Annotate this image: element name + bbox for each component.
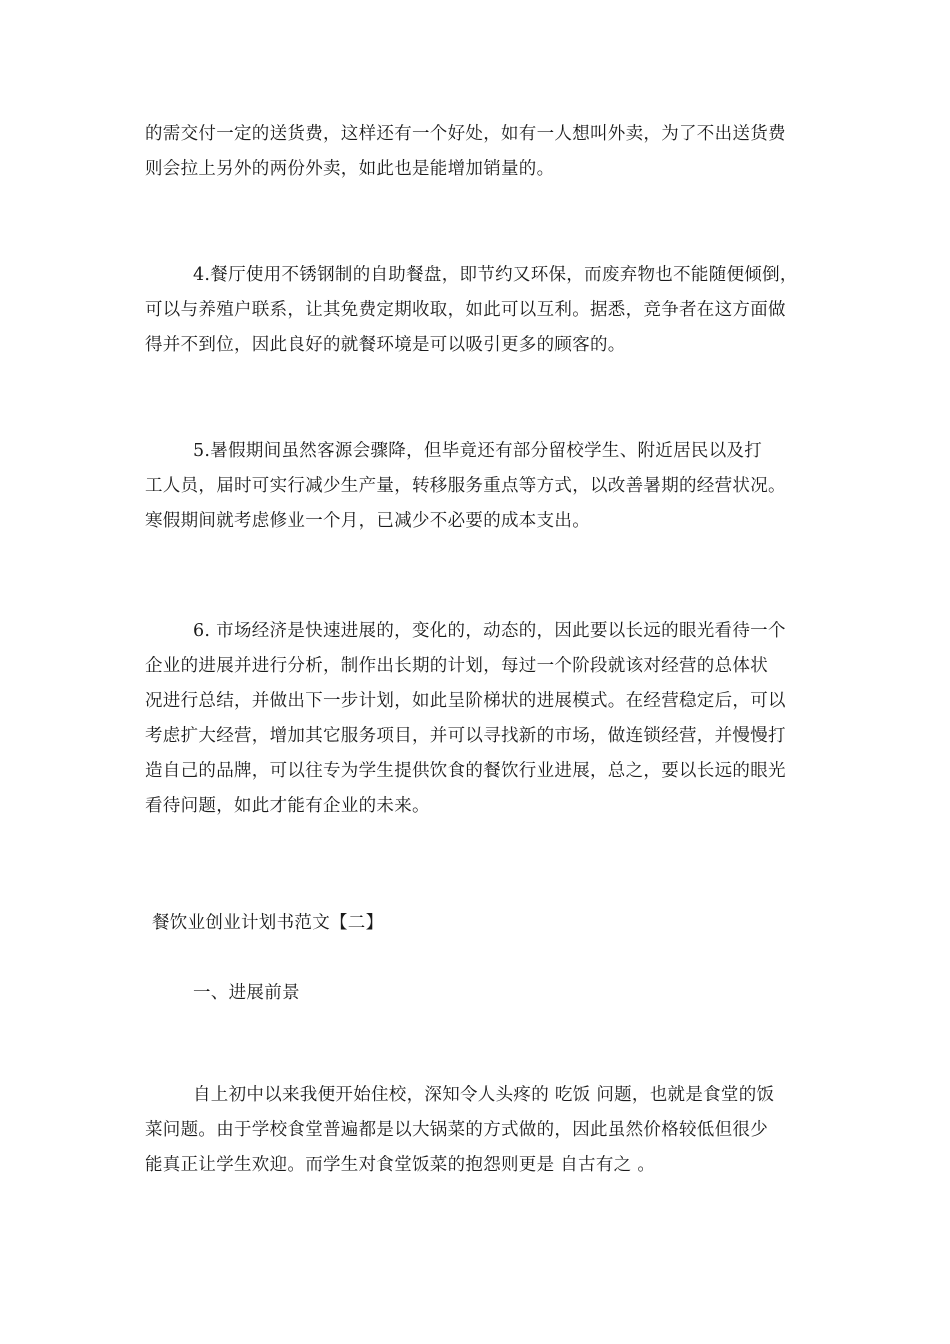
- text-line: 4.餐厅使用不锈钢制的自助餐盘，即节约又环保，而废弃物也不能随便倾倒，: [193, 265, 798, 285]
- text-line: 看待问题，如此才能有企业的未来。: [145, 796, 430, 816]
- text-line: 6. 市场经济是快速进展的，变化的，动态的，因此要以长远的眼光看待一个: [193, 621, 786, 641]
- paragraph-delivery-fee: [145, 117, 810, 187]
- text-line: 考虑扩大经营，增加其它服务项目，并可以寻找新的市场，做连锁经营，并慢慢打: [145, 726, 786, 746]
- paragraph-background: [145, 1078, 810, 1183]
- paragraph-item-6: [145, 614, 810, 824]
- text-line: 得并不到位，因此良好的就餐环境是可以吸引更多的顾客的。: [145, 335, 626, 355]
- text-line: 企业的进展并进行分析，制作出长期的计划，每过一个阶段就该对经营的总体状: [145, 656, 768, 676]
- text-line: 寒假期间就考虑修业一个月，已减少不必要的成本支出。: [145, 511, 590, 531]
- text-line: 造自己的品牌，可以往专为学生提供饮食的餐饮行业进展，总之，要以长远的眼光: [145, 761, 786, 781]
- text-line: 工人员，届时可实行减少生产量，转移服务重点等方式，以改善暑期的经营状况。: [145, 476, 786, 496]
- text-line: 况进行总结，并做出下一步计划，如此呈阶梯状的进展模式。在经营稳定后，可以: [145, 691, 786, 711]
- paragraph-item-5: [145, 434, 810, 539]
- text-line: 菜问题。由于学校食堂普遍都是以大锅菜的方式做的，因此虽然价格较低但很少: [145, 1120, 768, 1140]
- paragraph-item-4: [145, 258, 810, 363]
- text-line: 则会拉上另外的两份外卖，如此也是能增加销量的。: [145, 159, 555, 179]
- text-line: 5.暑假期间虽然客源会骤降，但毕竟还有部分留校学生、附近居民以及打: [193, 441, 763, 461]
- section-title: 餐饮业创业计划书范文【二】: [152, 913, 384, 933]
- subsection-title: 一、进展前景: [193, 983, 300, 1003]
- text-line: 能真正让学生欢迎。而学生对食堂饭菜的抱怨则更是 自古有之 。: [145, 1155, 656, 1175]
- text-line: 可以与养殖户联系，让其免费定期收取，如此可以互利。据悉，竞争者在这方面做: [145, 300, 786, 320]
- text-line: 自上初中以来我便开始住校，深知令人头疼的 吃饭 问题，也就是食堂的饭: [193, 1085, 775, 1105]
- text-line: 的需交付一定的送货费，这样还有一个好处，如有一人想叫外卖，为了不出送货费: [145, 124, 786, 144]
